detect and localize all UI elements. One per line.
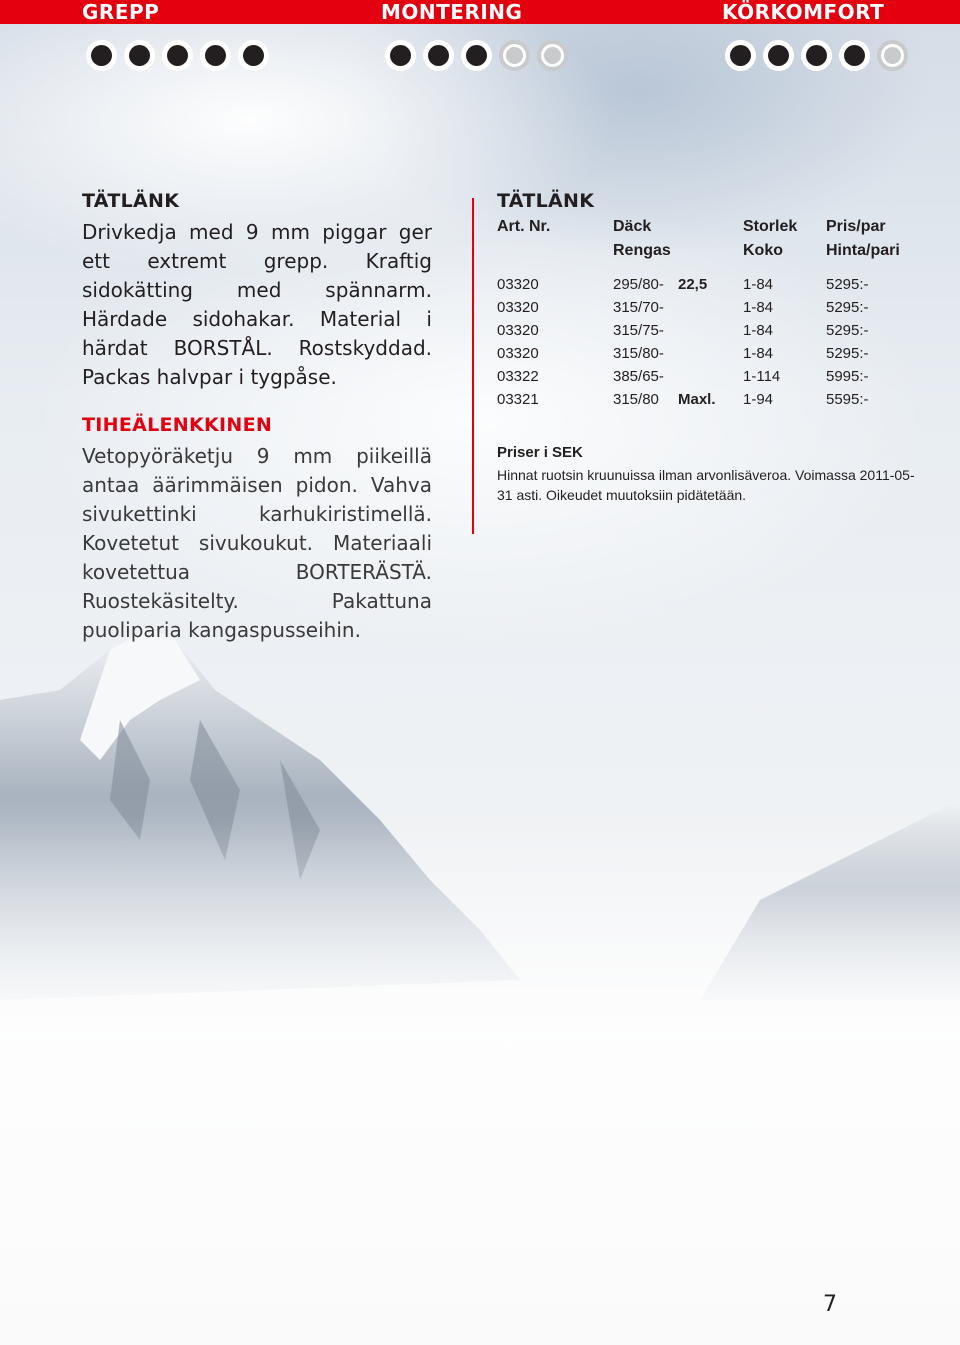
cell-storlek: 1-84 xyxy=(743,276,774,293)
rating-dot-filled-icon xyxy=(124,40,155,71)
cell-art-nr: 03320 xyxy=(497,276,539,293)
product-table xyxy=(497,190,917,505)
cell-dack: 315/80- xyxy=(613,345,664,362)
rating-dot-filled-icon xyxy=(238,40,269,71)
rating-dot-filled-icon xyxy=(200,40,231,71)
table-header-row-fi xyxy=(497,242,917,266)
table-row xyxy=(497,345,917,368)
cell-pris: 5295:- xyxy=(826,276,869,293)
cell-pris: 5295:- xyxy=(826,345,869,362)
swedish-title: TÄTLÄNK xyxy=(82,190,180,212)
column-divider xyxy=(472,198,474,534)
header-koko: Koko xyxy=(743,242,783,259)
cell-art-nr: 03322 xyxy=(497,368,539,385)
table-row xyxy=(497,276,917,299)
cell-pris: 5995:- xyxy=(826,368,869,385)
rating-dot-filled-icon xyxy=(839,40,870,71)
price-note-title: Priser i SEK xyxy=(497,444,583,461)
finnish-description: Vetopyöräketju 9 mm piikeillä antaa äärimmäisen pidon. Vahva sivukettinki karhukiristimellä. Kovetetut sivukoukut. Materiaali kovetettua BORTERÄSTÄ. Ruostekäsitelty. Pakattuna puoliparia kangaspusseihin. xyxy=(82,444,432,642)
rating-dot-filled-icon xyxy=(86,40,117,71)
rating-dot-filled-icon xyxy=(162,40,193,71)
finnish-title: TIHEÄLENKKINEN xyxy=(82,414,273,436)
rating-dot-empty-icon xyxy=(877,40,908,71)
cell-dack: 315/80 xyxy=(613,391,659,408)
table-header-row-sv xyxy=(497,218,917,242)
header-montering-label: MONTERING xyxy=(381,0,523,24)
page-number: 7 xyxy=(823,1292,837,1317)
header-art-nr: Art. Nr. xyxy=(497,218,551,235)
header-korkomfort-label: KÖRKOMFORT xyxy=(722,0,885,24)
cell-dack-extra: Maxl. xyxy=(678,391,716,408)
price-note-text: Hinnat ruotsin kruunuissa ilman arvonlisäveroa. Voimassa 2011-05-31 asti. Oikeudet muutoksiin pidätetään. xyxy=(497,467,915,503)
rating-dot-filled-icon xyxy=(725,40,756,71)
cell-storlek: 1-84 xyxy=(743,322,774,339)
table-body xyxy=(497,276,917,414)
cell-storlek: 1-84 xyxy=(743,299,774,316)
table-row xyxy=(497,391,917,414)
table-title: TÄTLÄNK xyxy=(497,190,595,212)
cell-pris: 5595:- xyxy=(826,391,869,408)
cell-pris: 5295:- xyxy=(826,299,869,316)
header-pris: Pris/par xyxy=(826,218,886,235)
header-bar xyxy=(0,0,960,24)
header-rengas: Rengas xyxy=(613,242,671,259)
rating-dot-filled-icon xyxy=(801,40,832,71)
cell-art-nr: 03321 xyxy=(497,391,539,408)
cell-art-nr: 03320 xyxy=(497,345,539,362)
cell-dack-extra: 22,5 xyxy=(678,276,708,293)
cell-art-nr: 03320 xyxy=(497,299,539,316)
cell-dack: 385/65- xyxy=(613,368,664,385)
cell-pris: 5295:- xyxy=(826,322,869,339)
description-column xyxy=(82,190,432,667)
table-row xyxy=(497,299,917,322)
cell-dack: 315/75- xyxy=(613,322,664,339)
rating-dot-filled-icon xyxy=(763,40,794,71)
rating-dot-empty-icon xyxy=(499,40,530,71)
rating-dot-filled-icon xyxy=(461,40,492,71)
korkomfort-rating xyxy=(725,40,908,72)
header-hinta: Hinta/pari xyxy=(826,242,900,259)
rating-dot-filled-icon xyxy=(423,40,454,71)
cell-art-nr: 03320 xyxy=(497,322,539,339)
grepp-rating xyxy=(86,40,269,72)
table-row xyxy=(497,368,917,391)
header-storlek: Storlek xyxy=(743,218,798,235)
cell-storlek: 1-84 xyxy=(743,345,774,362)
cell-dack: 295/80- xyxy=(613,276,664,293)
cell-dack: 315/70- xyxy=(613,299,664,316)
rating-dot-filled-icon xyxy=(385,40,416,71)
cell-storlek: 1-94 xyxy=(743,391,774,408)
header-dack: Däck xyxy=(613,218,652,235)
header-grepp-label: GREPP xyxy=(82,0,160,24)
swedish-description: Drivkedja med 9 mm piggar ger ett extremt grepp. Kraftig sidokätting med spännarm. Härdade sidohakar. Material i härdat BORSTÅL. Rostskyddad. Packas halvpar i tygpåse. xyxy=(82,220,432,389)
table-row xyxy=(497,322,917,345)
cell-storlek: 1-114 xyxy=(743,368,781,385)
rating-dot-empty-icon xyxy=(537,40,568,71)
montering-rating xyxy=(385,40,568,72)
